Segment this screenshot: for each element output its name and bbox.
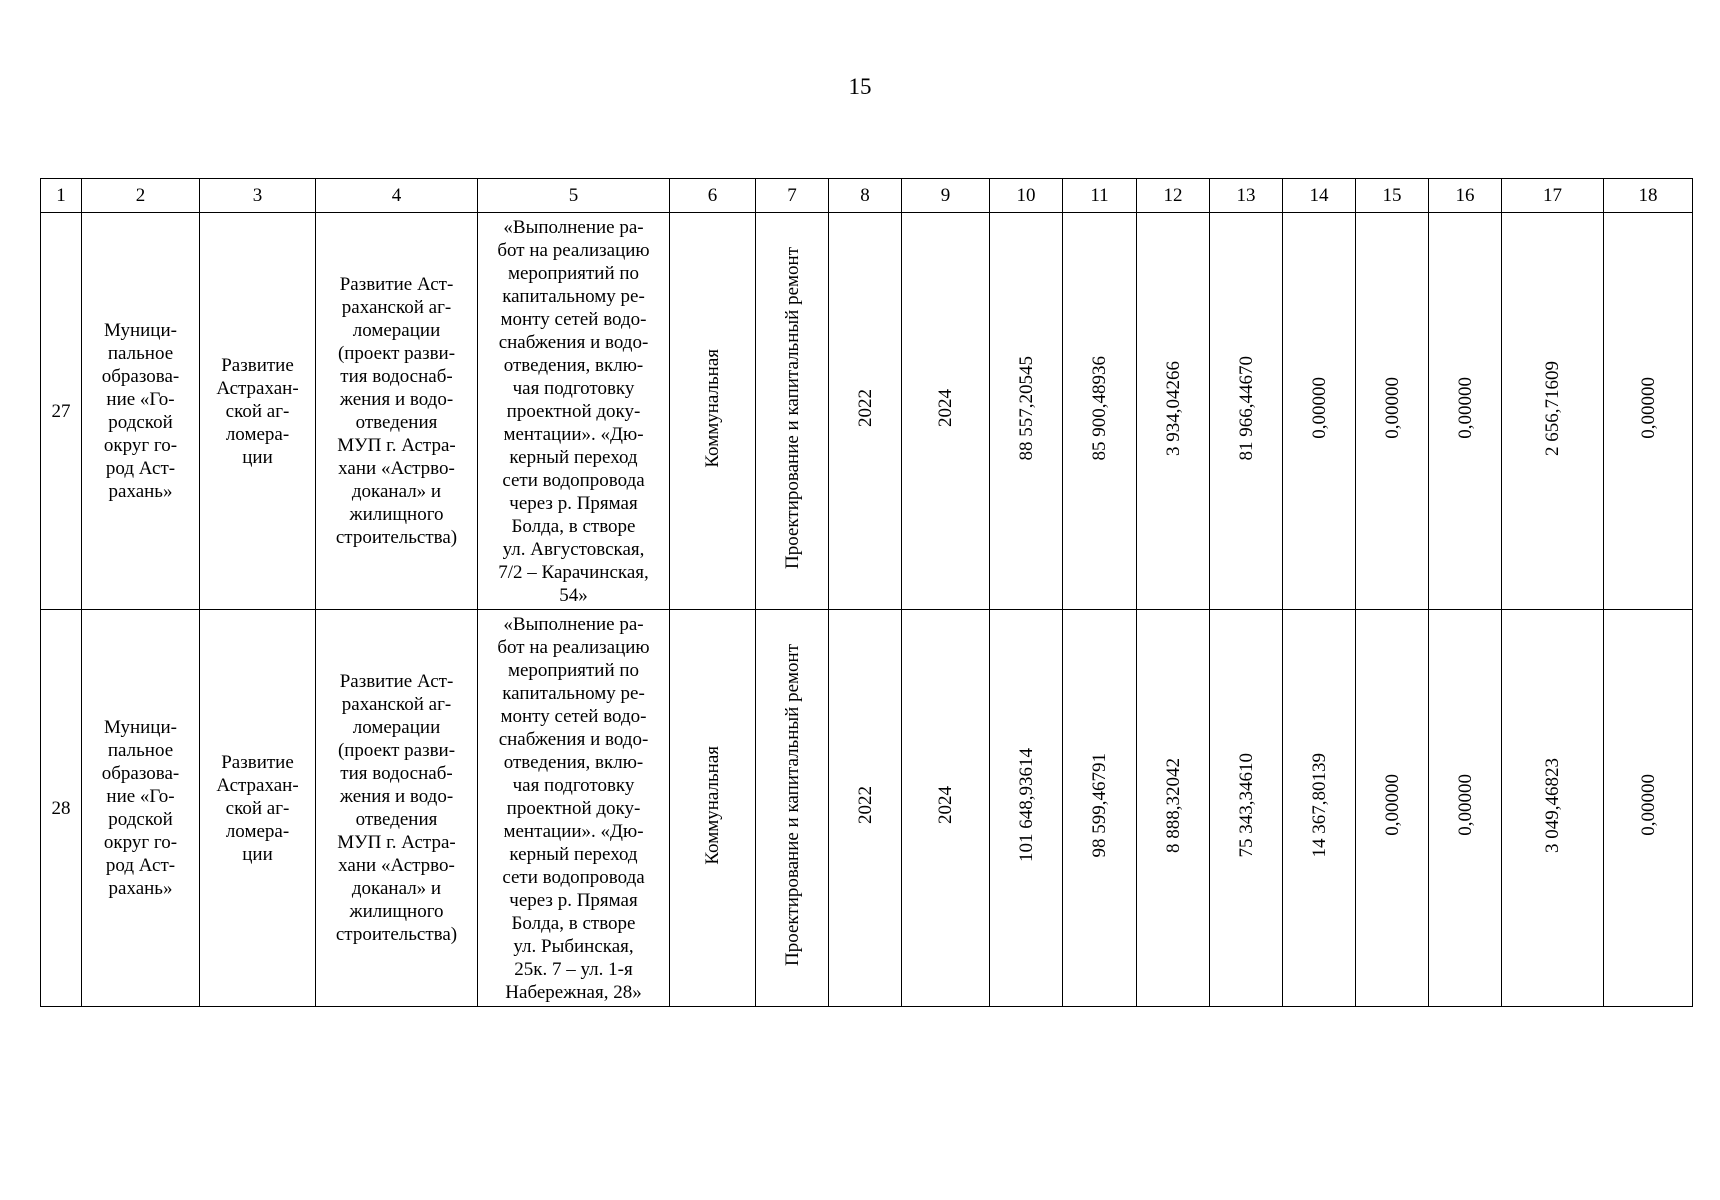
- sector-cell: Коммунальная: [670, 610, 756, 1007]
- event-cell: «Выполнение ра- бот на реализацию мероприятий по капитальному ре- монту сетей водо- снабжения и водо- отведения, вклю- чая подготовку проектной доку- ментации». «Дю- керный переход сети водопровода через р. Прямая Болда, в створе ул. Августовская, 7/2 – Карачинская, 54»: [478, 213, 670, 610]
- year-start-cell: 2022: [829, 610, 902, 1007]
- header-cell: 11: [1063, 179, 1137, 213]
- page-number: 15: [848, 74, 872, 99]
- value-cell: 2 656,71609: [1502, 213, 1604, 610]
- header-cell: 8: [829, 179, 902, 213]
- value-cell: 0,00000: [1356, 610, 1429, 1007]
- value-cell: 75 343,34610: [1210, 610, 1283, 1007]
- header-cell: 7: [756, 179, 829, 213]
- header-cell: 14: [1283, 179, 1356, 213]
- value-cell: 8 888,32042: [1137, 610, 1210, 1007]
- value-cell: 0,00000: [1429, 610, 1502, 1007]
- work-type-cell: Проектирование и капитальный ремонт: [756, 610, 829, 1007]
- value-cell: 88 557,20545: [990, 213, 1063, 610]
- value-cell: 3 049,46823: [1502, 610, 1604, 1007]
- project-cell: Развитие Аст- раханской аг- ломерации (проект разви- тия водоснаб- жения и водо- отведения МУП г. Астра- хани «Астрво- доканал» и жилищного строительства): [316, 213, 478, 610]
- value-cell: 98 599,46791: [1063, 610, 1137, 1007]
- header-cell: 13: [1210, 179, 1283, 213]
- header-cell: 18: [1604, 179, 1693, 213]
- header-cell: 17: [1502, 179, 1604, 213]
- header-cell: 15: [1356, 179, 1429, 213]
- year-start-cell: 2022: [829, 213, 902, 610]
- table-row: [41, 610, 1693, 1007]
- header-row: [41, 179, 1693, 213]
- header-cell: 1: [41, 179, 82, 213]
- event-cell: «Выполнение ра- бот на реализацию мероприятий по капитальному ре- монту сетей водо- снабжения и водо- отведения, вклю- чая подготовку проектной доку- ментации». «Дю- керный переход сети водопровода через р. Прямая Болда, в створе ул. Рыбинская, 25к. 7 – ул. 1-я Набережная, 28»: [478, 610, 670, 1007]
- value-cell: 0,00000: [1604, 213, 1693, 610]
- header-cell: 6: [670, 179, 756, 213]
- header-cell: 10: [990, 179, 1063, 213]
- value-cell: 3 934,04266: [1137, 213, 1210, 610]
- header-cell: 9: [902, 179, 990, 213]
- data-table: [40, 178, 1693, 1007]
- value-cell: 85 900,48936: [1063, 213, 1137, 610]
- year-end-cell: 2024: [902, 610, 990, 1007]
- value-cell: 0,00000: [1604, 610, 1693, 1007]
- project-cell: Развитие Аст- раханской аг- ломерации (проект разви- тия водоснаб- жения и водо- отведения МУП г. Астра- хани «Астрво- доканал» и жилищного строительства): [316, 610, 478, 1007]
- header-cell: 12: [1137, 179, 1210, 213]
- program-cell: Развитие Астрахан- ской аг- ломера- ции: [200, 213, 316, 610]
- sector-cell: Коммунальная: [670, 213, 756, 610]
- municipality-cell: Муници- пальное образова- ние «Го- родской округ го- род Аст- рахань»: [82, 610, 200, 1007]
- value-cell: 0,00000: [1283, 213, 1356, 610]
- row-number: 27: [41, 213, 82, 610]
- value-cell: 0,00000: [1429, 213, 1502, 610]
- municipality-cell: Муници- пальное образова- ние «Го- родской округ го- род Аст- рахань»: [82, 213, 200, 610]
- header-cell: 3: [200, 179, 316, 213]
- header-cell: 16: [1429, 179, 1502, 213]
- header-cell: 2: [82, 179, 200, 213]
- program-cell: Развитие Астрахан- ской аг- ломера- ции: [200, 610, 316, 1007]
- year-end-cell: 2024: [902, 213, 990, 610]
- value-cell: 14 367,80139: [1283, 610, 1356, 1007]
- table-row: [41, 213, 1693, 610]
- header-cell: 4: [316, 179, 478, 213]
- value-cell: 0,00000: [1356, 213, 1429, 610]
- header-cell: 5: [478, 179, 670, 213]
- value-cell: 101 648,93614: [990, 610, 1063, 1007]
- work-type-cell: Проектирование и капитальный ремонт: [756, 213, 829, 610]
- value-cell: 81 966,44670: [1210, 213, 1283, 610]
- row-number: 28: [41, 610, 82, 1007]
